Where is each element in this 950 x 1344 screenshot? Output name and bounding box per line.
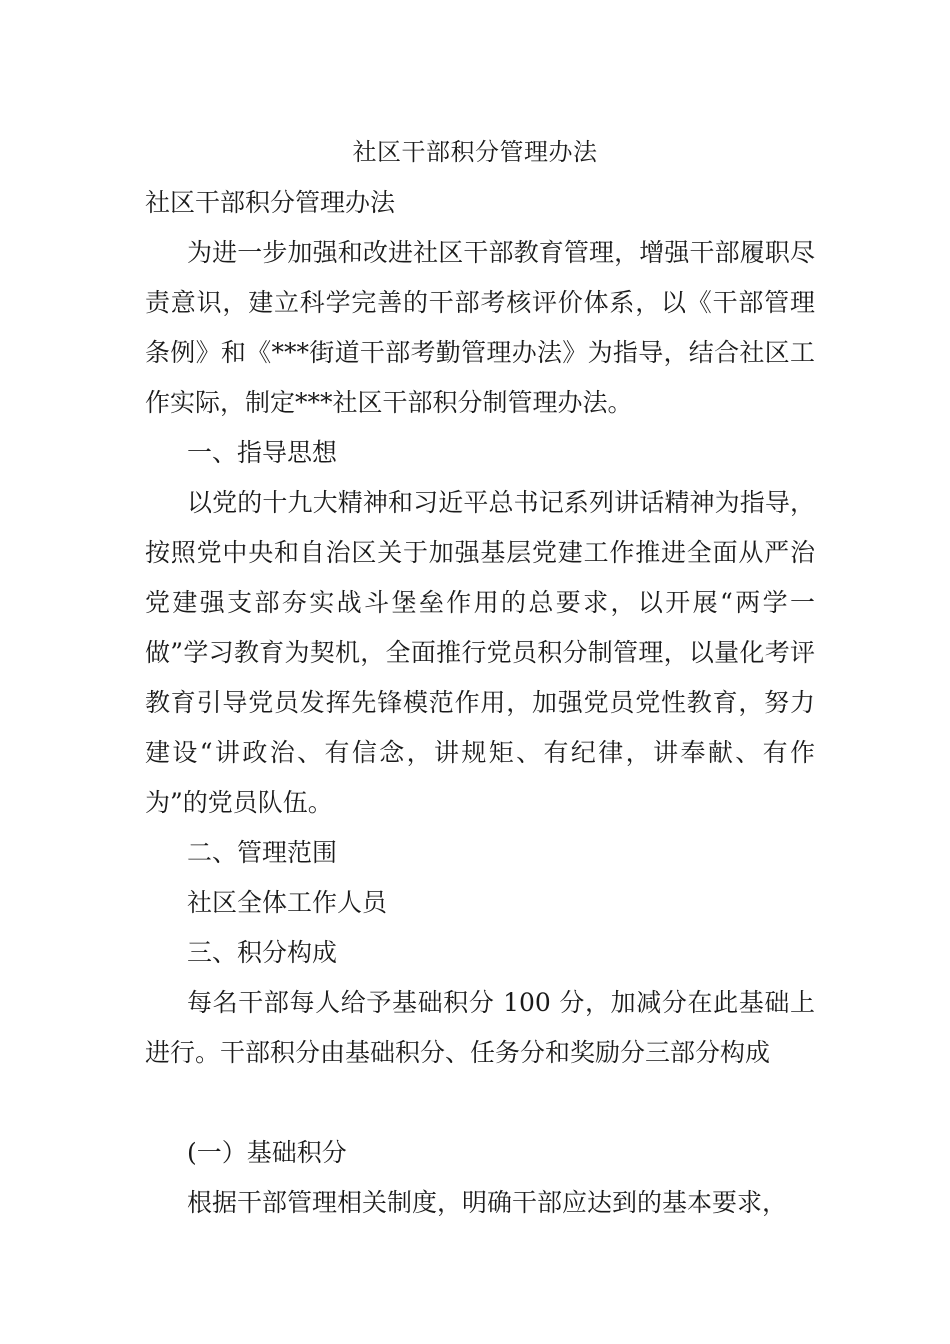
intro-paragraph: 为进一步加强和改进社区干部教育管理，增强干部履职尽责意识，建立科学完善的干部考核评价体系，以《干部管理条例》和《***街道干部考勤管理办法》为指导，结合社区工作实际，制定***社区干部积分制管理办法。 (145, 238, 815, 417)
section-heading-scope: 二、管理范围 (187, 838, 338, 867)
points-composition-paragraph: 每名干部每人给予基础积分 100 分，加减分在此基础上进行。干部积分由基础积分、任务分和奖励分三部分构成 (145, 988, 815, 1067)
guiding-thought-paragraph: 以党的十九大精神和习近平总书记系列讲话精神为指导，按照党中央和自治区关于加强基层党建工作推进全面从严治党建强支部夯实战斗堡垒作用的总要求，以开展“两学一做”学习教育为契机，全面推行党员积分制管理，以量化考评教育引导党员发挥先锋模范作用，加强党员党性教育，努力建设“讲政治、有信念，讲规矩、有纪律，讲奉献、有作为”的党员队伍。 (145, 488, 815, 817)
scope-paragraph: 社区全体工作人员 (187, 888, 388, 917)
document-body (145, 178, 815, 1228)
page-title: 社区干部积分管理办法 (352, 138, 598, 166)
subtitle-paragraph: 社区干部积分管理办法 (145, 188, 396, 217)
section-heading-points-composition: 三、积分构成 (187, 938, 338, 967)
subsection-heading-basic-points: (一）基础积分 (187, 1138, 347, 1167)
section-heading-guiding-thought: 一、指导思想 (187, 438, 338, 467)
basic-points-paragraph: 根据干部管理相关制度，明确干部应达到的基本要求， (187, 1188, 788, 1217)
